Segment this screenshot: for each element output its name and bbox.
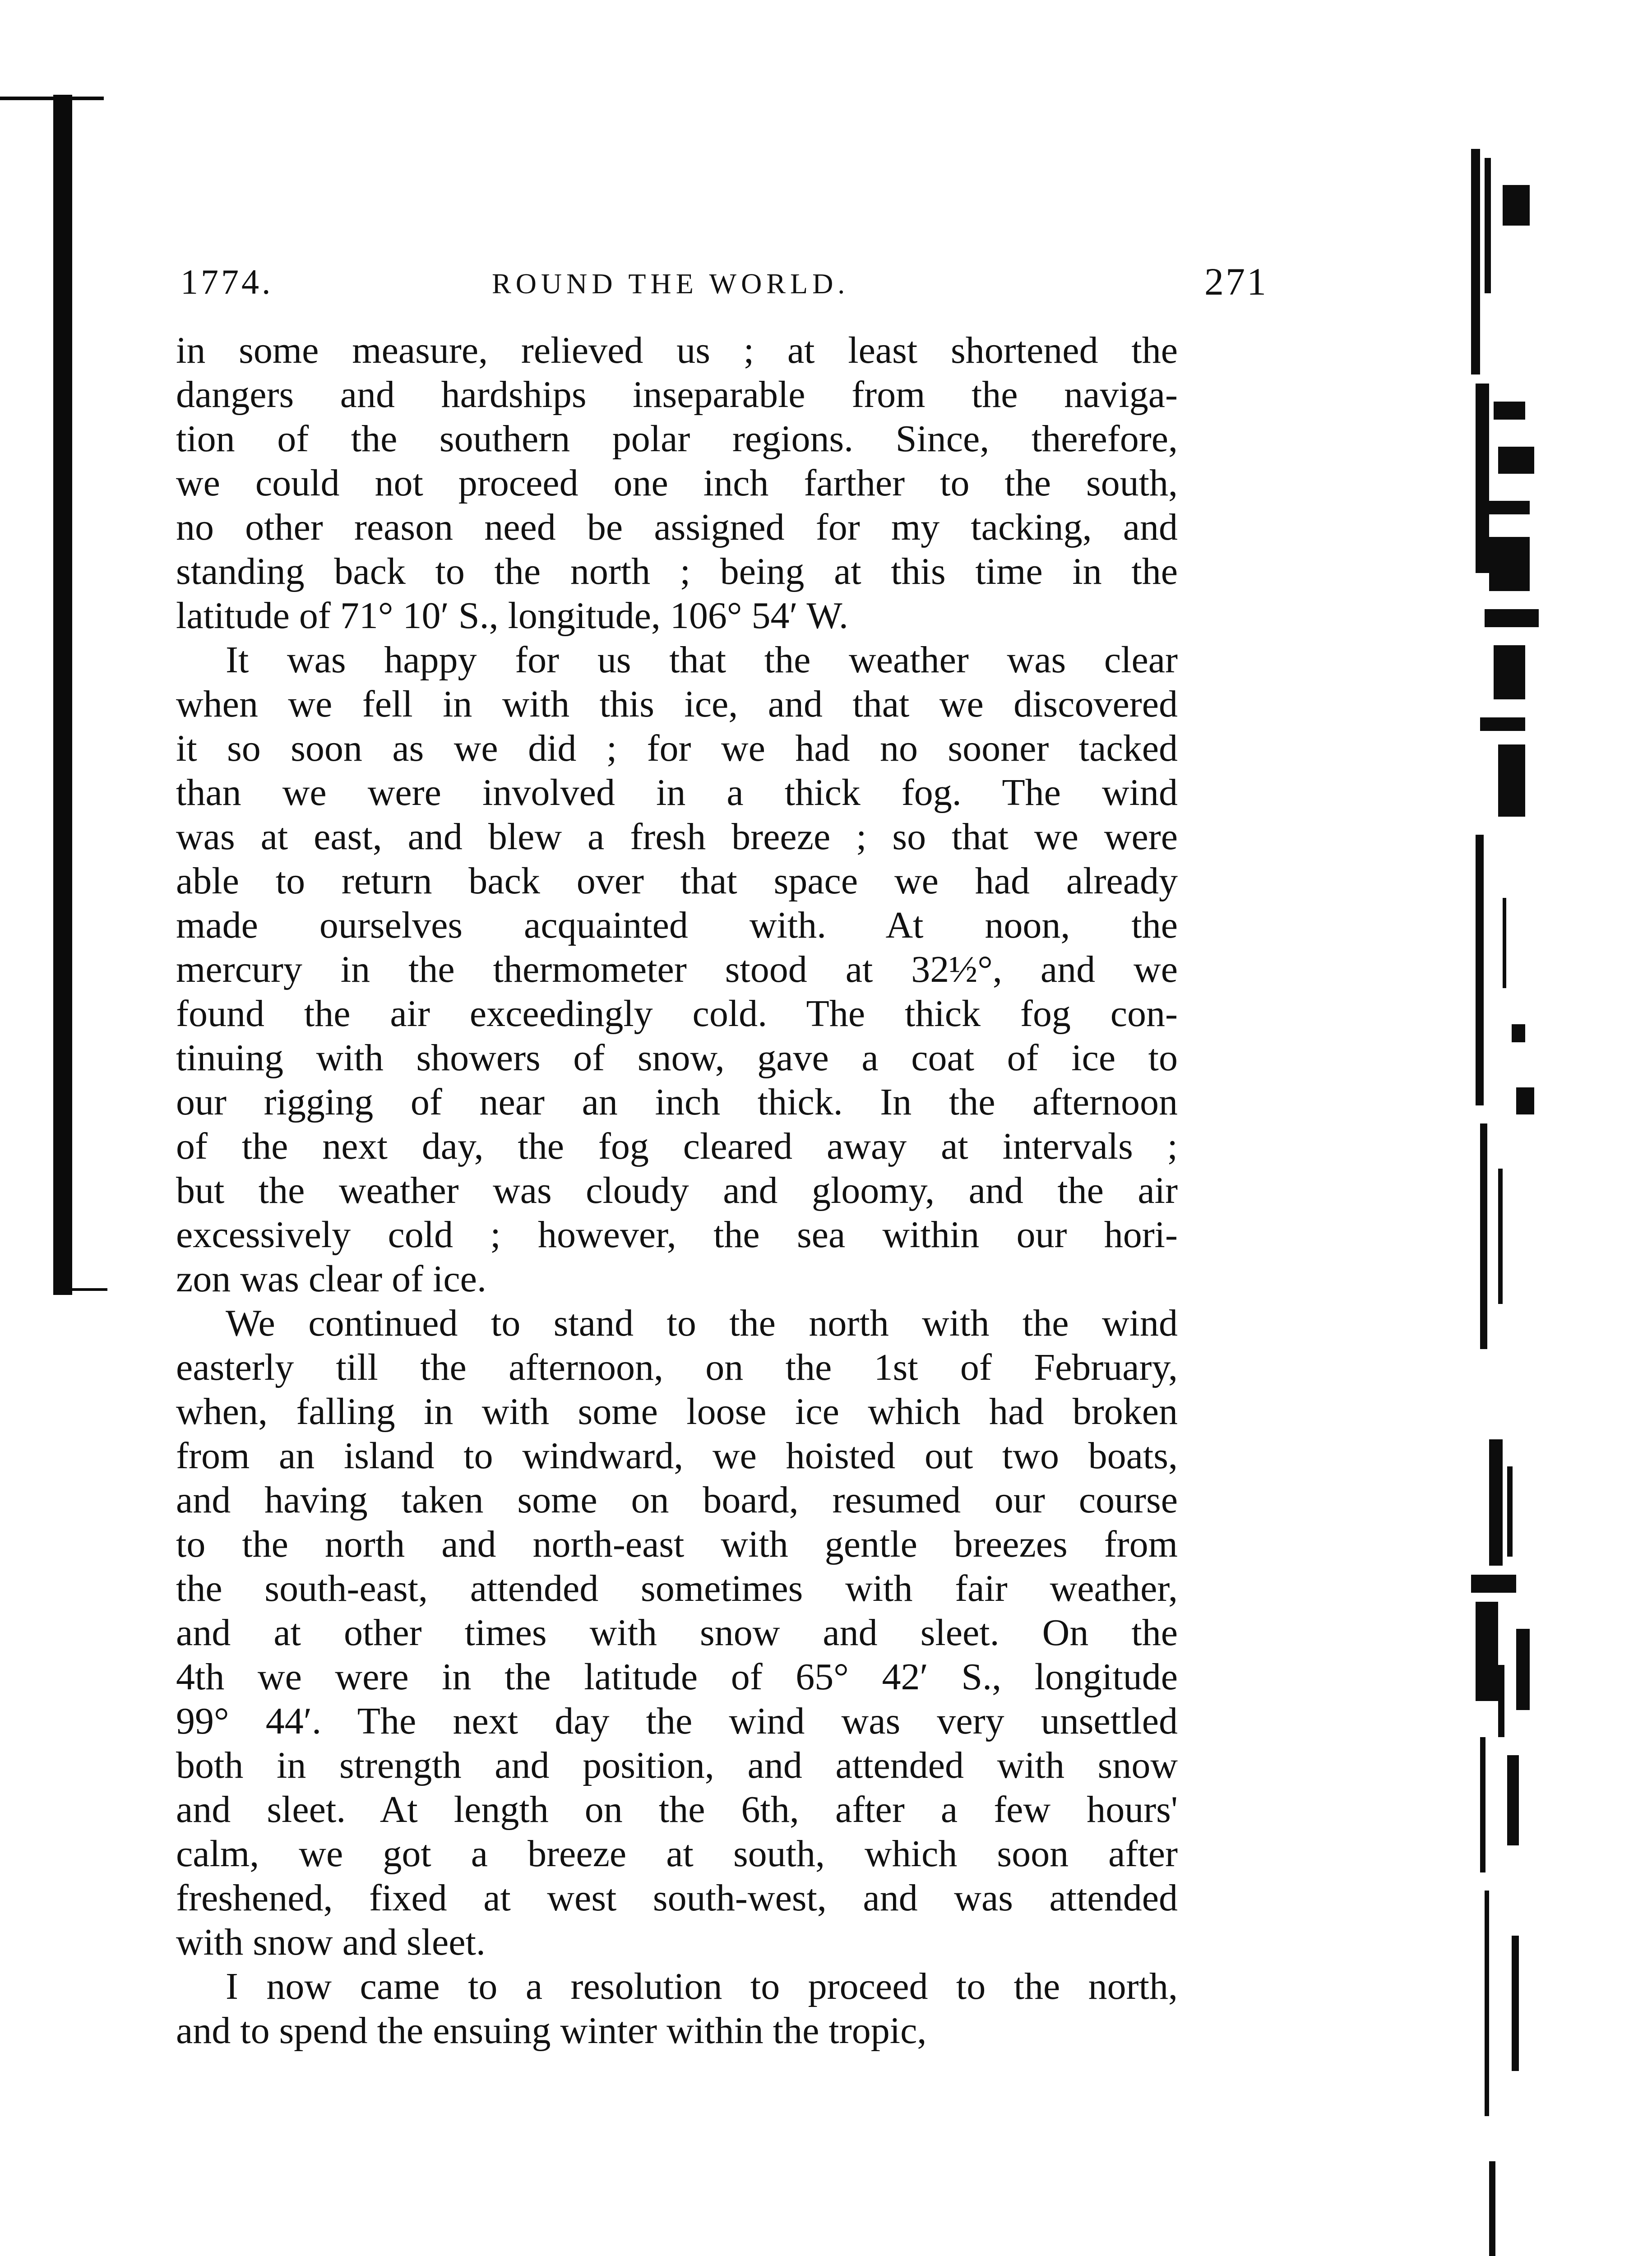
- text-line: made ourselves acquainted with. At noon, the: [176, 904, 1178, 946]
- text-line: tinuing with showers of snow, gave a coat of ice to: [176, 1037, 1178, 1079]
- scan-artifact: [1480, 1737, 1485, 1872]
- text-line: we could not proceed one inch farther to the south,: [176, 462, 1178, 504]
- text-line: found the air exceedingly cold. The thick fog con-: [176, 993, 1178, 1035]
- paragraph: [176, 1965, 1178, 2053]
- text-line: able to return back over that space we had already: [176, 860, 1178, 902]
- scan-artifact: [1498, 1169, 1503, 1304]
- scan-artifact: [1485, 609, 1539, 627]
- binding-edge-bar: [53, 95, 72, 1295]
- binding-edge-foot: [53, 1288, 107, 1291]
- scan-artifact: [1485, 158, 1491, 293]
- scan-artifact: [1507, 1755, 1519, 1845]
- scan-artifact: [1498, 744, 1525, 817]
- text-line: in some measure, relieved us ; at least shortened the: [176, 329, 1178, 371]
- paragraph: [176, 328, 1178, 638]
- scan-artifact: [1516, 1629, 1530, 1710]
- text-line: and to spend the ensuing winter within the tropic,: [176, 2010, 927, 2052]
- text-line: from an island to windward, we hoisted out two boats,: [176, 1435, 1178, 1477]
- scan-artifact: [1480, 1123, 1487, 1349]
- text-line: and sleet. At length on the 6th, after a few hours': [176, 1789, 1178, 1831]
- text-line: mercury in the thermometer stood at 32½°, and we: [176, 948, 1178, 990]
- text-line: freshened, fixed at west south-west, and was attended: [176, 1877, 1178, 1919]
- scan-artifact: [1512, 1936, 1519, 2071]
- text-line: no other reason need be assigned for my tacking, and: [176, 506, 1178, 548]
- text-line: 4th we were in the latitude of 65° 42′ S., longitude: [176, 1656, 1178, 1698]
- text-line: was at east, and blew a fresh breeze ; so that we were: [176, 816, 1178, 858]
- body-text: [176, 328, 1178, 2053]
- scan-artifact: [1471, 149, 1480, 374]
- text-line: easterly till the afternoon, on the 1st of February,: [176, 1346, 1178, 1388]
- paragraph: [176, 638, 1178, 1301]
- text-line: dangers and hardships inseparable from the naviga-: [176, 374, 1178, 416]
- text-line: the south-east, attended sometimes with fair weather,: [176, 1567, 1178, 1609]
- text-line: 99° 44′. The next day the wind was very unsettled: [176, 1700, 1178, 1742]
- text-line: I now came to a resolution to proceed to the north,: [226, 1965, 1178, 2007]
- scan-artifact: [1498, 447, 1534, 474]
- text-line: excessively cold ; however, the sea within our hori-: [176, 1214, 1178, 1256]
- text-line: our rigging of near an inch thick. In the afternoon: [176, 1081, 1178, 1123]
- scan-artifact: [1489, 1439, 1503, 1566]
- running-head-year: 1774.: [180, 262, 273, 301]
- text-line: latitude of 71° 10′ S., longitude, 106° 54′ W.: [176, 595, 848, 637]
- text-line: than we were involved in a thick fog. The wind: [176, 772, 1178, 814]
- running-head: [176, 253, 1268, 307]
- text-line: and having taken some on board, resumed our course: [176, 1479, 1178, 1521]
- text-line: when we fell in with this ice, and that we discovered: [176, 683, 1178, 725]
- scan-artifact: [1507, 1466, 1513, 1557]
- text-line: when, falling in with some loose ice which had broken: [176, 1391, 1178, 1433]
- text-line: of the next day, the fog cleared away at intervals ;: [176, 1125, 1178, 1167]
- text-line: standing back to the north ; being at this time in the: [176, 550, 1178, 592]
- text-line: tion of the southern polar regions. Since, therefore,: [176, 418, 1178, 460]
- text-line: both in strength and position, and attended with snow: [176, 1744, 1178, 1786]
- page-edge-artifacts: [1471, 131, 1543, 2256]
- text-line: calm, we got a breeze at south, which soon after: [176, 1833, 1178, 1875]
- scan-artifact: [1494, 402, 1525, 420]
- scan-artifact: [1480, 501, 1530, 514]
- scan-artifact: [1480, 717, 1525, 731]
- scan-artifact: [1476, 835, 1484, 1105]
- text-line: We continued to stand to the north with the wind: [226, 1302, 1178, 1344]
- binding-edge-top: [0, 97, 104, 100]
- scan-artifact: [1498, 1665, 1504, 1737]
- scan-artifact: [1503, 185, 1530, 226]
- scan-artifact: [1485, 1891, 1489, 2116]
- scan-artifact: [1489, 2161, 1495, 2256]
- text-line: and at other times with snow and sleet. On the: [176, 1612, 1178, 1654]
- scan-artifact: [1503, 898, 1506, 988]
- page-number: 271: [1204, 260, 1268, 303]
- text-line: zon was clear of ice.: [176, 1258, 486, 1300]
- scan-artifact: [1476, 1602, 1498, 1701]
- scan-artifact: [1471, 1575, 1516, 1593]
- text-line: to the north and north-east with gentle breezes from: [176, 1523, 1178, 1565]
- text-line: with snow and sleet.: [176, 1921, 486, 1963]
- scan-artifact: [1489, 537, 1530, 591]
- text-line: but the weather was cloudy and gloomy, and the air: [176, 1170, 1178, 1211]
- running-head-title: ROUND THE WORLD.: [492, 268, 850, 300]
- scan-artifact: [1516, 1087, 1534, 1114]
- scan-artifact: [1494, 645, 1525, 699]
- text-line: it so soon as we did ; for we had no sooner tacked: [176, 727, 1178, 769]
- scan-artifact: [1512, 1024, 1525, 1042]
- scan-artifact: [1476, 384, 1489, 573]
- paragraph: [176, 1301, 1178, 1965]
- text-line: It was happy for us that the weather was clear: [226, 639, 1178, 681]
